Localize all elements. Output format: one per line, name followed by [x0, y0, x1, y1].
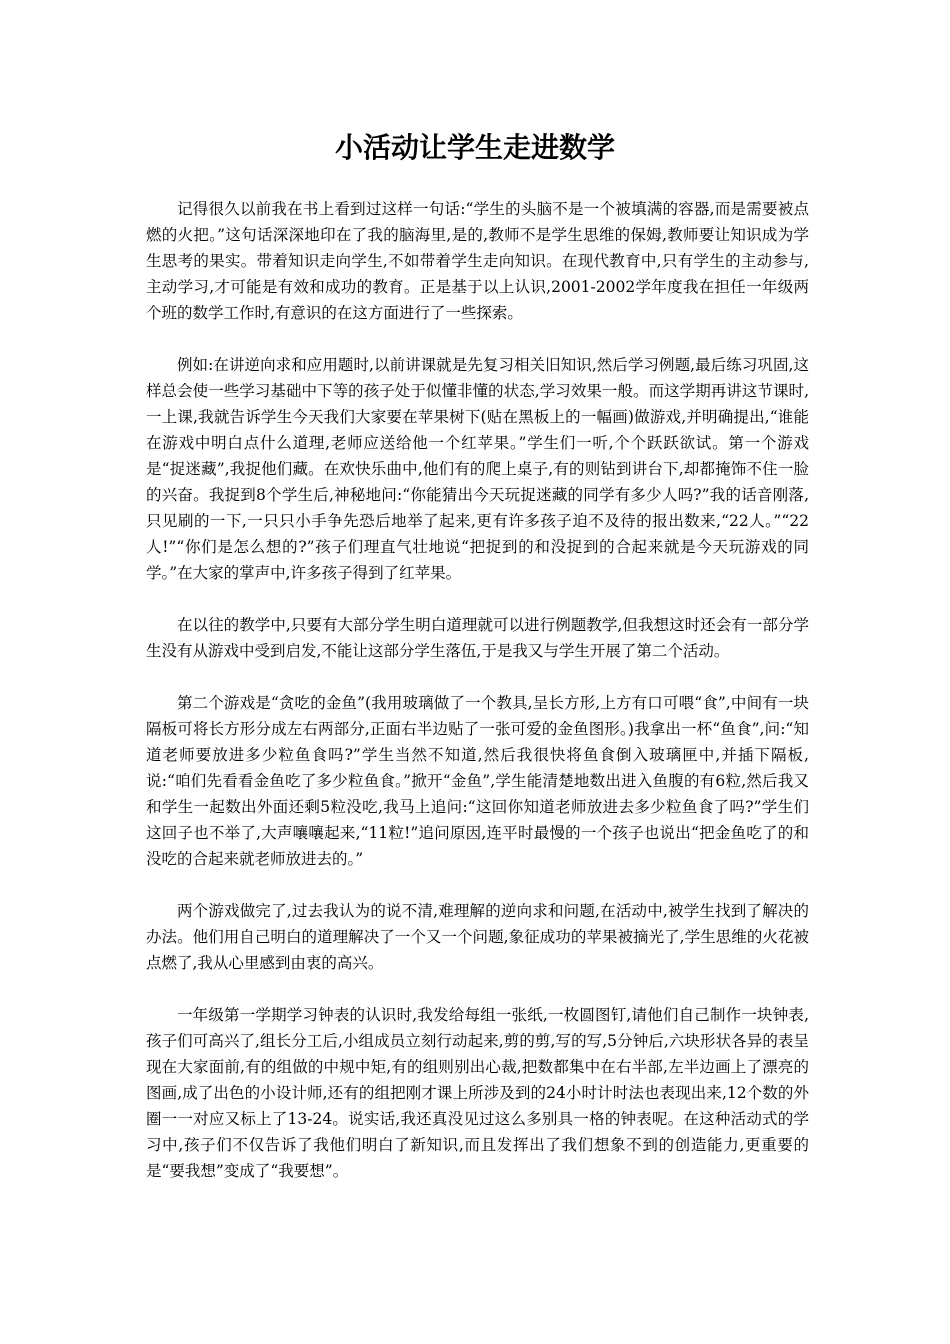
paragraph-5: 两个游戏做完了,过去我认为的说不清,难理解的逆向求和问题,在活动中,被学生找到了解决的办法。他们用自己明白的道理解决了一个又一个问题,象征成功的苹果被摘光了,学生思维的火花被点燃了,我从心里感到由衷的高兴。 — [146, 902, 809, 972]
document-body — [146, 196, 809, 1210]
paragraph-1: 记得很久以前我在书上看到过这样一句话:“学生的头脑不是一个被填满的容器,而是需要被点燃的火把。”这句话深深地印在了我的脑海里,是的,教师不是学生思维的保姆,教师要让知识成为学生思考的果实。带着知识走向学生,不如带着学生走向知识。在现代教育中,只有学生的主动参与,主动学习,才可能是有效和成功的教育。正是基于以上认识,2001-2002学年度我在担任一年级两个班的数学工作时,有意识的在这方面进行了一些探索。 — [146, 200, 809, 322]
paragraph-4: 第二个游戏是“贪吃的金鱼”(我用玻璃做了一个教具,呈长方形,上方有口可喂“食”,中间有一块隔板可将长方形分成左右两部分,正面右半边贴了一张可爱的金鱼图形。)我拿出一杯“鱼食”,问:“知道老师要放进多少粒鱼食吗?”学生当然不知道,然后我很快将鱼食倒入玻璃匣中,并插下隔板,说:“咱们先看看金鱼吃了多少粒鱼食。”掀开“金鱼”,学生能清楚地数出进入鱼腹的有6粒,然后我又和学生一起数出外面还剩5粒没吃,我马上追问:“这回你知道老师放进去多少粒鱼食了吗?”学生们这回子也不举了,大声嚷嚷起来,“11粒!”追问原因,连平时最慢的一个孩子也说出“把金鱼吃了的和没吃的合起来就老师放进去的。” — [146, 694, 809, 868]
paragraph-6: 一年级第一学期学习钟表的认识时,我发给每组一张纸,一枚圆图钉,请他们自己制作一块钟表,孩子们可高兴了,组长分工后,小组成员立刻行动起来,剪的剪,写的写,5分钟后,六块形状各异的表呈现在大家面前,有的组做的中规中矩,有的组则别出心裁,把数都集中在右半部,左半边画上了漂亮的图画,成了出色的小设计师,还有的组把刚才课上所涉及到的24小时计时法也表现出来,12个数的外圈一一对应又标上了13-24。说实话,我还真没见过这么多别具一格的钟表呢。在这种活动式的学习中,孩子们不仅告诉了我他们明白了新知识,而且发挥出了我们想象不到的创造能力,更重要的是“要我想”变成了“我要想”。 — [146, 1006, 809, 1180]
paragraph-3: 在以往的教学中,只要有大部分学生明白道理就可以进行例题教学,但我想这时还会有一部分学生没有从游戏中受到启发,不能让这部分学生落伍,于是我又与学生开展了第二个活动。 — [146, 616, 809, 660]
document-title: 小活动让学生走进数学 — [334, 131, 615, 164]
paragraph-2: 例如:在讲逆向求和应用题时,以前讲课就是先复习相关旧知识,然后学习例题,最后练习巩固,这样总会使一些学习基础中下等的孩子处于似懂非懂的状态,学习效果一般。而这学期再讲这节课时,一上课,我就告诉学生今天我们大家要在苹果树下(贴在黑板上的一幅画)做游戏,并明确提出,“谁能在游戏中明白点什么道理,老师应送给他一个红苹果。”学生们一听,个个跃跃欲试。第一个游戏是“捉迷藏”,我捉他们藏。在欢快乐曲中,他们有的爬上桌子,有的则钻到讲台下,却都掩饰不住一脸的兴奋。我捉到8个学生后,神秘地问:“你能猜出今天玩捉迷藏的同学有多少人吗?”我的话音刚落,只见刷的一下,一只只小手争先恐后地举了起来,更有许多孩子迫不及待的报出数来,“22人。”“22人!”“你们是怎么想的?”孩子们理直气壮地说“把捉到的和没捉到的合起来就是今天玩游戏的同学。”在大家的掌声中,许多孩子得到了红苹果。 — [146, 356, 809, 582]
